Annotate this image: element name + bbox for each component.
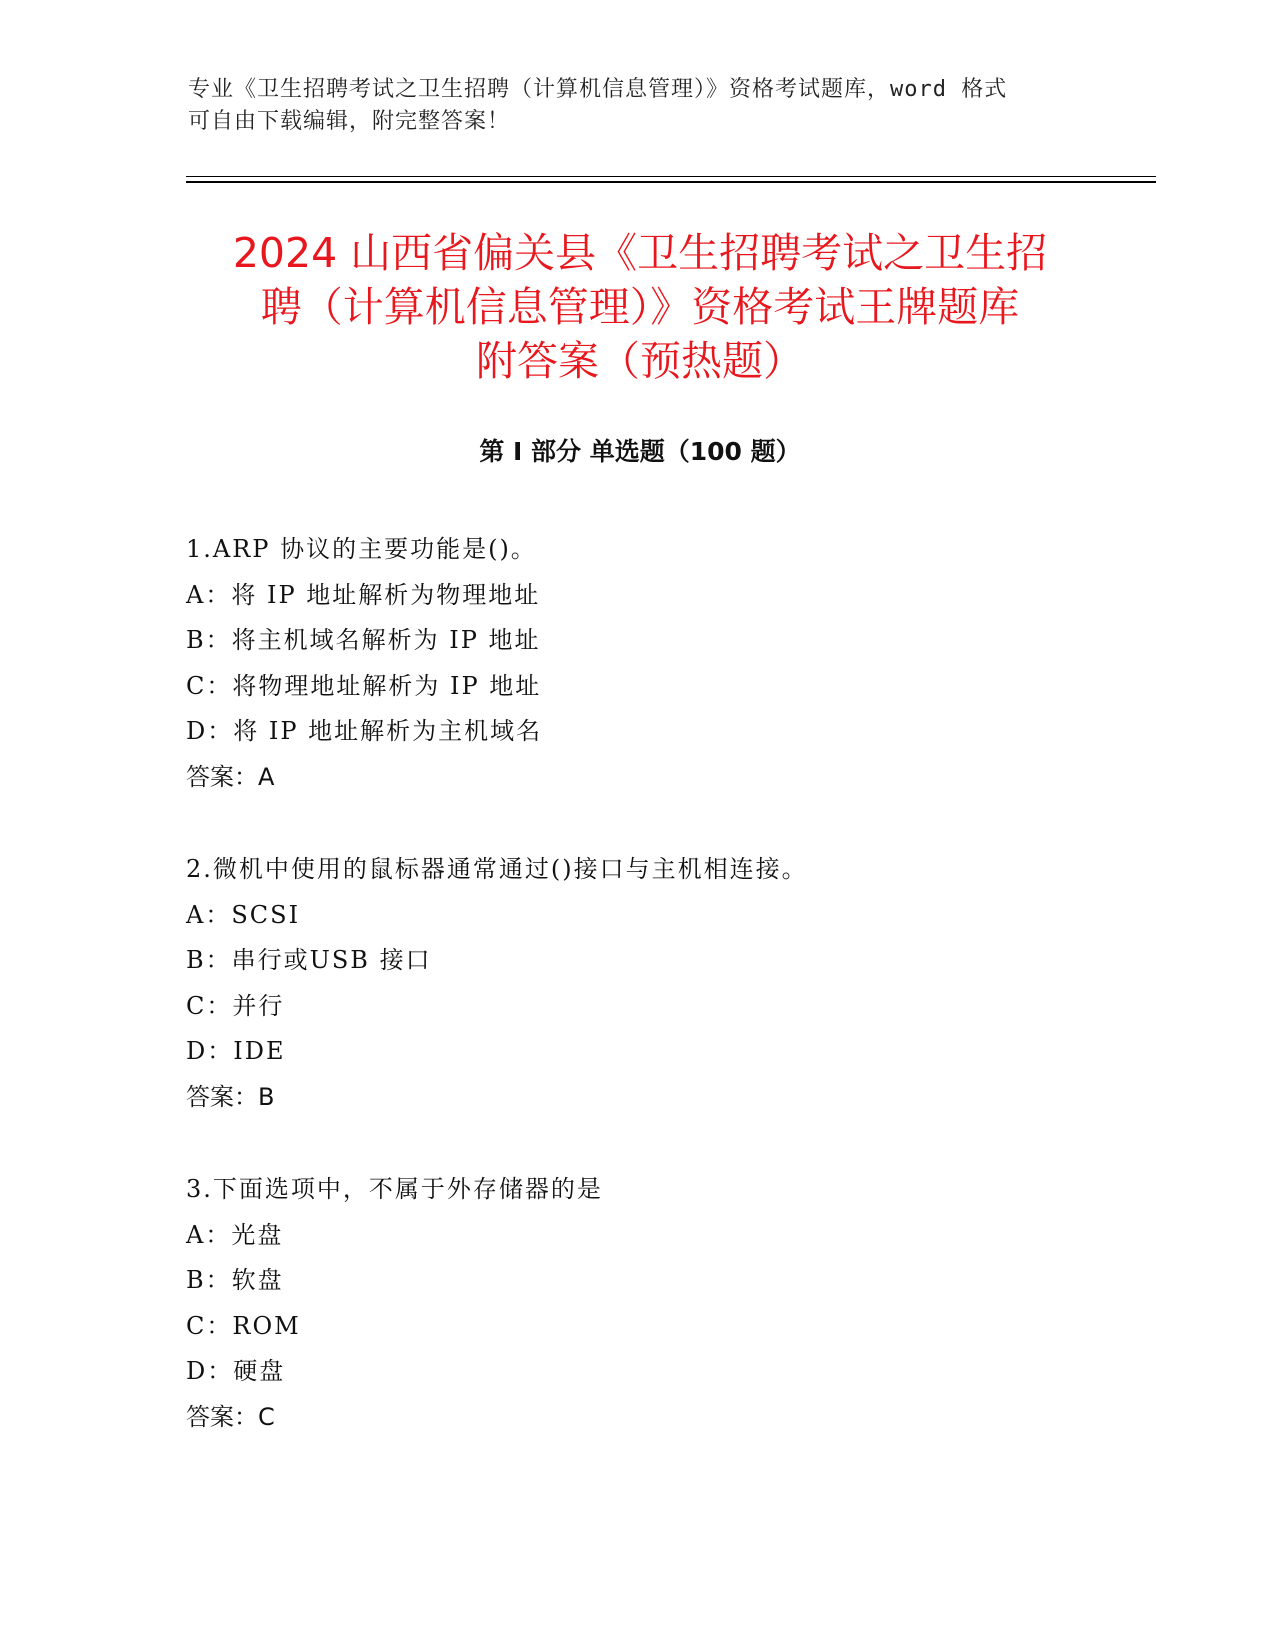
option-label: B： [186,946,232,974]
option-label: C： [186,671,233,700]
header-note [188,74,1088,138]
option-label: D： [186,1037,234,1065]
option-text: 光盘 [231,1220,284,1249]
section-heading: 第 I 部分 单选题（100 题） [479,437,801,466]
option-text: 并行 [232,991,285,1020]
option-text: 硬盘 [233,1357,286,1385]
option-a [186,1213,1136,1259]
option-c [186,1304,1136,1350]
answer: 答案：C [186,1402,275,1431]
answer: 答案：B [186,1082,275,1111]
question-stem: 1.ARP 协议的主要功能是()。 [186,535,537,563]
option-label: C： [186,1311,233,1340]
option-b [186,618,1136,664]
option-text: 将物理地址解析为 IP 地址 [232,671,542,700]
option-c [186,984,1136,1030]
option-text: IDE [233,1037,286,1065]
option-text: SCSI [231,900,301,929]
option-text: ROM [232,1311,301,1340]
answer: 答案：A [186,762,275,791]
question-3 [186,1167,1136,1440]
question-stem: 2.微机中使用的鼠标器通常通过()接口与主机相连接。 [186,855,808,883]
option-label: D： [186,1357,234,1385]
document-title-line-2: 聘（计算机信息管理）》资格考试王牌题库 [260,283,1020,331]
header-divider-thick [186,181,1156,183]
option-d [186,709,1136,755]
option-d [186,1349,1136,1395]
option-label: A： [186,580,232,609]
question-list [186,527,1136,1487]
option-c [186,664,1136,710]
header-divider-thin [186,176,1156,177]
option-b [186,938,1136,984]
document-title-line-1: 2024 山西省偏关县《卫生招聘考试之卫生招 [232,229,1048,277]
option-a [186,573,1136,619]
option-a [186,893,1136,939]
document-title-line-3: 附答案（预热题） [476,337,804,385]
question-stem: 3.下面选项中，不属于外存储器的是 [186,1175,603,1203]
option-text: 将 IP 地址解析为主机域名 [233,717,543,745]
option-label: B： [186,1266,232,1294]
option-b [186,1258,1136,1304]
option-label: A： [186,1220,232,1249]
option-text: 将主机域名解析为 IP 地址 [231,626,541,654]
option-label: D： [186,717,234,745]
question-2 [186,847,1136,1120]
question-1 [186,527,1136,800]
option-label: A： [186,900,232,929]
option-d [186,1029,1136,1075]
option-text: 串行或USB 接口 [231,946,432,974]
document-title [150,226,1130,388]
option-label: B： [186,626,232,654]
option-text: 软盘 [231,1266,284,1294]
header-note-line-1: 专业《卫生招聘考试之卫生招聘（计算机信息管理）》资格考试题库，word 格式 [188,77,1008,102]
option-label: C： [186,991,233,1020]
option-text: 将 IP 地址解析为物理地址 [231,580,541,609]
header-note-line-2: 可自由下载编辑，附完整答案！ [188,109,511,134]
